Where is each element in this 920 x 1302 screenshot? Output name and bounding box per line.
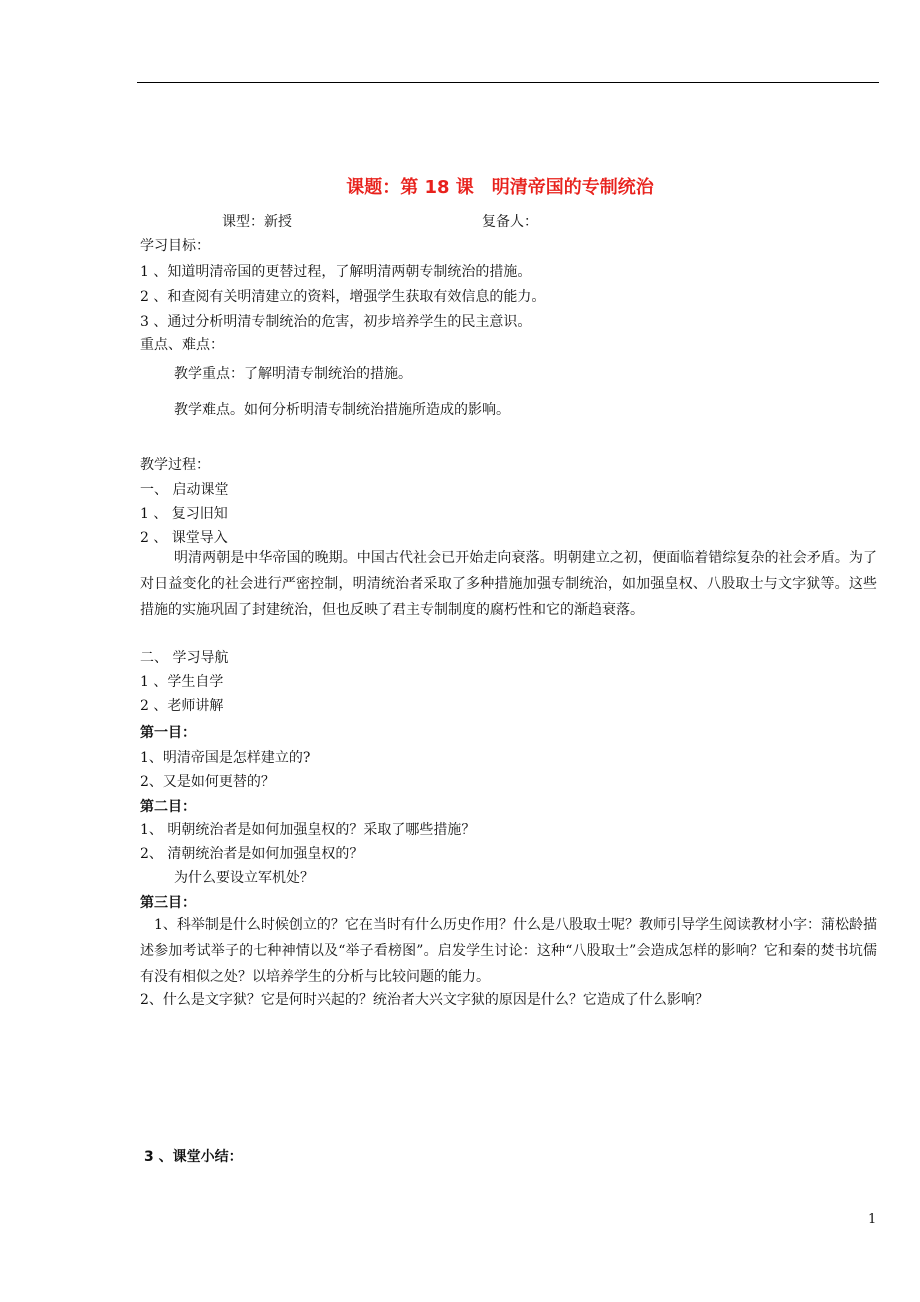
item2-heading: 第二目： (140, 799, 196, 815)
section-item: 2 、 课堂导入 (140, 530, 228, 546)
question: 2、什么是文字狱？它是何时兴起的？统治者大兴文字狱的原因是什么？它造成了什么影响？ (140, 992, 709, 1008)
objective-item: 2 、和查阅有关明清建立的资料，增强学生获取有效信息的能力。 (140, 289, 546, 305)
header-rule (137, 82, 879, 83)
section-heading: 一、 启动课堂 (140, 482, 229, 498)
page-number: 1 (868, 1212, 877, 1227)
objective-item: 3 、通过分析明清专制统治的危害，初步培养学生的民主意识。 (140, 314, 532, 330)
process-heading: 教学过程： (140, 457, 210, 473)
item3-paragraph: 1、科举制是什么时候创立的？它在当时有什么历史作用？什么是八股取士呢？教师引导学生阅读教材小字：蒲松龄描述参加考试举子的七种神情以及“举子看榜图”。启发学生讨论：这种“八股取士”会造成怎样的影响？它和秦的焚书坑儒有没有相似之处？以培养学生的分析与比较问题的能力。 (140, 917, 877, 985)
question: 1、 明朝统治者是如何加强皇权的？采取了哪些措施？ (140, 822, 476, 838)
section-item: 1 、学生自学 (140, 674, 224, 690)
item1-heading: 第一目： (140, 725, 196, 741)
item3-heading: 第三目： (140, 895, 196, 911)
lesson-type: 课型：新授 (222, 214, 292, 230)
teaching-difficulty: 教学难点。如何分析明清专制统治措施所造成的影响。 (174, 402, 510, 418)
question: 2、 清朝统治者是如何加强皇权的？ (140, 846, 364, 862)
teaching-focus: 教学重点：了解明清专制统治的措施。 (174, 366, 412, 382)
question: 2、又是如何更替的？ (140, 774, 275, 790)
section-heading: 二、 学习导航 (140, 650, 229, 666)
intro-paragraph: 明清两朝是中华帝国的晚期。中国古代社会已开始走向衰落。明朝建立之初，便面临着错综复杂的社会矛盾。为了对日益变化的社会进行严密控制，明清统治者采取了多种措施加强专制统治，如加强皇权、八股取士与文字狱等。这些措施的实施巩固了封建统治，但也反映了君主专制制度的腐朽性和它的渐趋衰落。 (140, 550, 877, 618)
question: 1、明清帝国是怎样建立的? (140, 750, 311, 766)
lesson-summary: 3 、课堂小结： (144, 1149, 243, 1165)
objective-item: 1 、知道明清帝国的更替过程，了解明清两朝专制统治的措施。 (140, 264, 532, 280)
page-title: 课题：第 18 课 明清帝国的专制统治 (346, 177, 654, 198)
section-item: 1 、 复习旧知 (140, 506, 228, 522)
objectives-heading: 学习目标： (140, 238, 210, 254)
sub-question: 为什么要设立军机处？ (174, 870, 314, 886)
preparer: 复备人： (482, 214, 538, 230)
key-points-heading: 重点、难点： (140, 337, 224, 353)
section-item: 2 、老师讲解 (140, 698, 224, 714)
